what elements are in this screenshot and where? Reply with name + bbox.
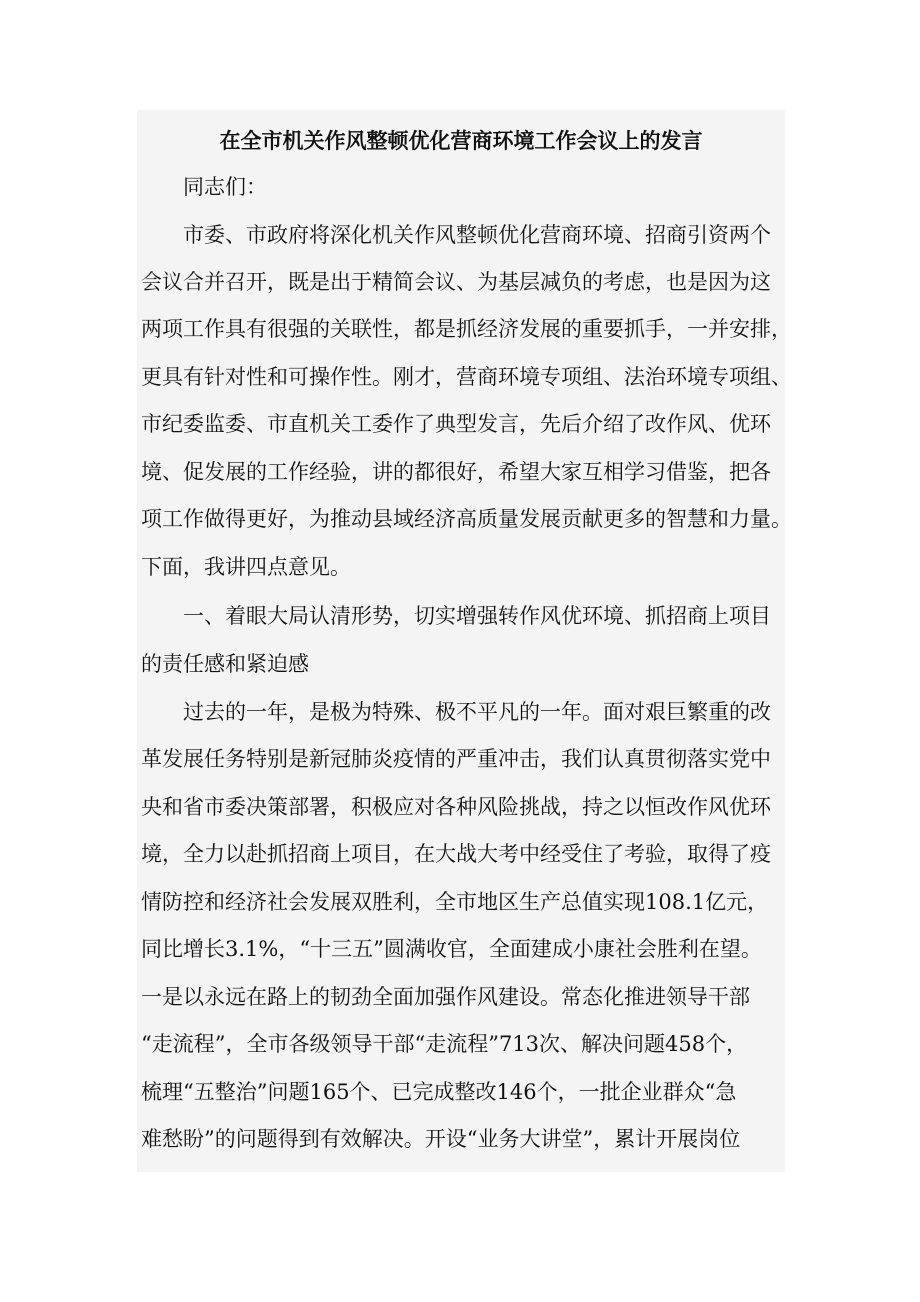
text-line-15: 情防控和经济社会发展双胜利，全市地区生产总值实现108.1亿元， (141, 890, 769, 914)
section-heading-1: 一、着眼大局认清形势，切实增强转作风优环境、抓招商上项目 (183, 604, 771, 628)
text-line-19: 梳理“五整治”问题165个、已完成整改146个，一批企业群众“急 (141, 1080, 737, 1104)
salutation: 同志们： (183, 175, 267, 199)
text-line-5: 市纪委监委、市直机关工委作了典型发言，先后介绍了改作风、优环 (141, 412, 771, 436)
text-line-7: 项工作做得更好，为推动县域经济高质量发展贡献更多的智慧和力量。 (141, 507, 792, 531)
document-page (137, 110, 792, 1172)
text-line-6: 境、促发展的工作经验，讲的都很好，希望大家互相学习借鉴，把各 (141, 460, 771, 484)
text-line-3: 两项工作具有很强的关联性，都是抓经济发展的重要抓手，一并安排， (141, 317, 792, 341)
text-line-20: 难愁盼”的问题得到有效解决。开设“业务大讲堂”，累计开展岗位 (141, 1127, 741, 1151)
document-title: 在全市机关作风整顿优化营商环境工作会议上的发言 (219, 128, 703, 153)
section-heading-1-cont: 的责任感和紧迫感 (141, 652, 309, 676)
text-line-4: 更具有针对性和可操作性。刚才，营商环境专项组、法治环境专项组、 (141, 365, 792, 389)
text-line-8: 下面，我讲四点意见。 (141, 555, 351, 579)
text-line-12: 革发展任务特别是新冠肺炎疫情的严重冲击，我们认真贯彻落实党中 (141, 747, 771, 771)
text-line-11: 过去的一年，是极为特殊、极不平凡的一年。面对艰巨繁重的改 (183, 700, 771, 724)
text-line-13: 央和省市委决策部署，积极应对各种风险挑战，持之以恒改作风优环 (141, 795, 771, 819)
text-line-2: 会议合并召开，既是出于精简会议、为基层减负的考虑，也是因为这 (141, 270, 771, 294)
text-line-1: 市委、市政府将深化机关作风整顿优化营商环境、招商引资两个 (183, 223, 771, 247)
text-line-14: 境，全力以赴抓招商上项目，在大战大考中经受住了考验，取得了疫 (141, 842, 771, 866)
text-line-18: “走流程”，全市各级领导干部“走流程”713次、解决问题458个， (141, 1032, 748, 1056)
text-line-17: 一是以永远在路上的韧劲全面加强作风建设。常态化推进领导干部 (141, 985, 750, 1009)
text-line-16: 同比增长3.1%，“十三五”圆满收官，全面建成小康社会胜利在望。 (141, 937, 762, 961)
